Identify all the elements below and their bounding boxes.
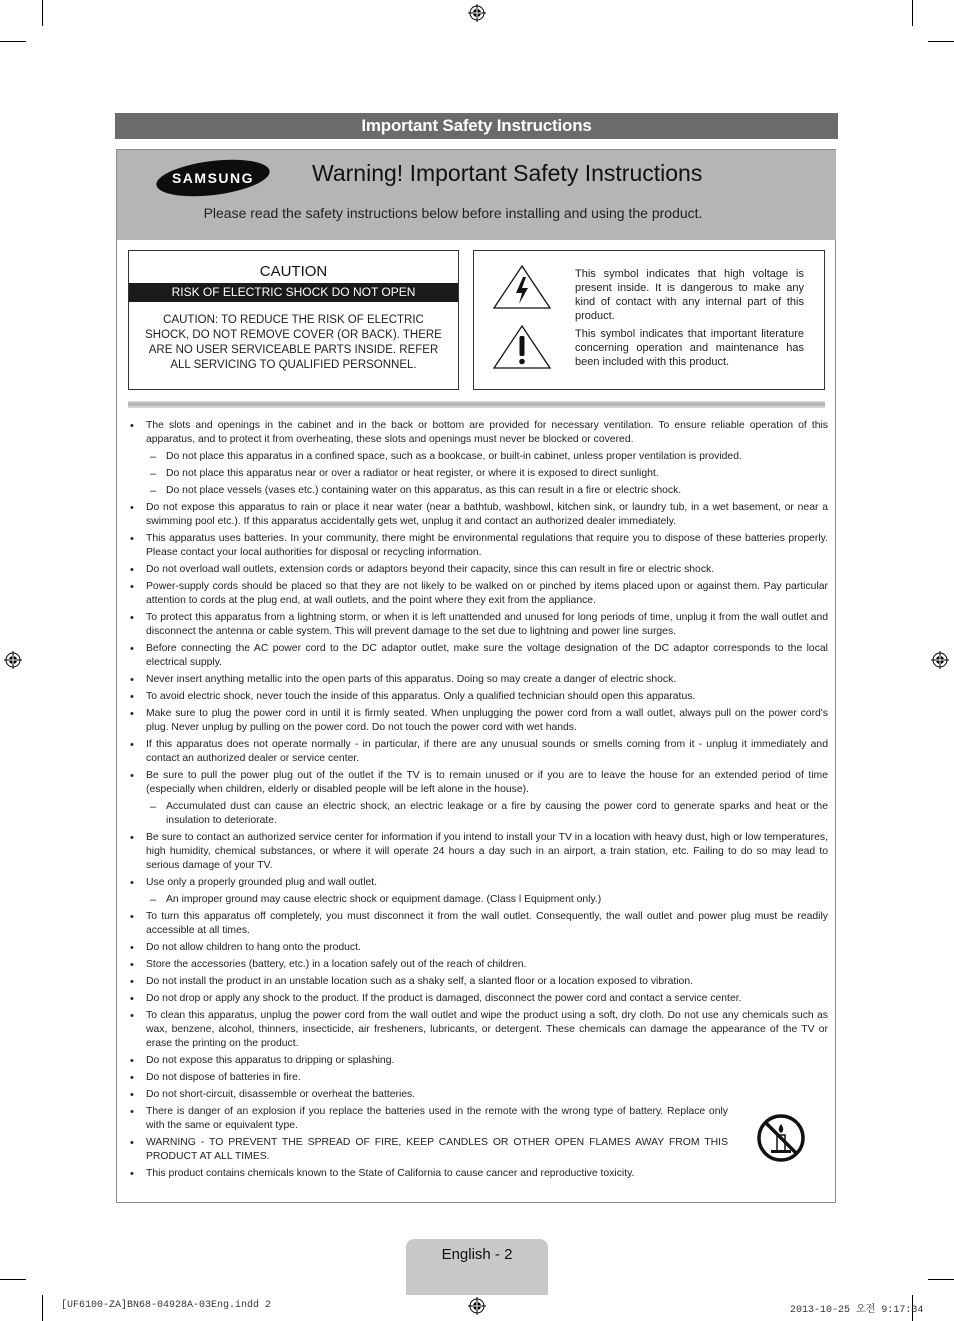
instruction-subitem: – Do not place vessels (vases etc.) containing water on this apparatus, as this can result in a fire or electric shock. [128,484,828,498]
caution-title: CAUTION [259,263,328,280]
instruction-item: • Do not expose this apparatus to dripping or splashing. [128,1054,828,1068]
caution-band: RISK OF ELECTRIC SHOCK DO NOT OPEN [129,283,458,302]
page-number: English - 2 [441,1246,513,1263]
instruction-item: • Do not drop or apply any shock to the product. If the product is damaged, disconnect the power cord and contact a service center. [128,992,828,1006]
instruction-item: • Before connecting the AC power cord to the DC adaptor outlet, make sure the voltage designation of the DC adaptor corresponds to the local electrical supply. [128,642,828,670]
instruction-item: • To protect this apparatus from a lightning storm, or when it is left unattended and unused for long periods of time, unplug it from the wall outlet and disconnect the antenna or cable system. This will prevent damage to the set due to lightning and power line surges. [128,611,828,639]
instruction-item: • Be sure to pull the power plug out of the outlet if the TV is to remain unused or if you are to leave the house for an extended period of time (especially when children, elderly or disabled people will be left alone in the house). [128,769,828,797]
crop-mark [928,41,954,42]
instruction-item: • To clean this apparatus, unplug the power cord from the wall outlet and wipe the product using a soft, dry cloth. Do not use any chemicals such as wax, benzene, alcohol, thinners, insecticide, air fresheners, lubricants, or detergent. These chemicals can damage the appearance of the TV or erase the printing on the product. [128,1009,828,1051]
instruction-item: • WARNING - TO PREVENT THE SPREAD OF FIRE, KEEP CANDLES OR OTHER OPEN FLAMES AWAY FROM THIS PRODUCT AT ALL TIMES. [128,1136,828,1164]
instruction-item: • To avoid electric shock, never touch the inside of this apparatus. Only a qualified technician should open this apparatus. [128,690,828,704]
voltage-symbol-text: This symbol indicates that high voltage is present inside. It is dangerous to make any kind of contact with any internal part of this product. [575,268,804,322]
registration-mark-icon [468,1297,486,1315]
instruction-item: • Use only a properly grounded plug and wall outlet. [128,876,828,890]
warning-title: Warning! Important Safety Instructions [312,160,703,186]
samsung-logo [155,158,271,198]
section-header: Important Safety Instructions [115,113,838,139]
instruction-item: • Make sure to plug the power cord in until it is firmly seated. When unplugging the power cord from a wall outlet, always pull on the power cord's plug. Never unplug by pulling on the power cord. Do not touch the power cord with wet hands. [128,707,828,735]
warning-subtitle: Please read the safety instructions below before installing and using the product. [203,205,703,221]
crop-mark [42,0,43,26]
no-open-flame-icon [756,1113,806,1163]
crop-mark [912,0,913,26]
divider [128,401,825,408]
svg-text:SAMSUNG: SAMSUNG [171,170,255,186]
crop-mark [928,1279,954,1280]
crop-mark [0,1279,26,1280]
instruction-subitem: – Do not place this apparatus in a confined space, such as a bookcase, or built-in cabinet, unless proper ventilation is provided. [128,450,828,464]
instruction-item: • Never insert anything metallic into the open parts of this apparatus. Doing so may create a danger of electric shock. [128,673,828,687]
exclamation-triangle-icon [492,324,552,370]
instruction-subitem: – An improper ground may cause electric shock or equipment damage. (Class l Equipment only.) [128,893,828,907]
instruction-item: • Do not expose this apparatus to rain or place it near water (near a bathtub, washbowl, kitchen sink, or laundry tub, in a wet basement, or near a swimming pool etc.). If this apparatus accidentally gets wet, unplug it and contact an authorized dealer immediately. [128,501,828,529]
instruction-item: • The slots and openings in the cabinet and in the back or bottom are provided for necessary ventilation. To ensure reliable operation of this apparatus, and to protect it from overheating, these slots and openings must never be blocked or covered. [128,419,828,447]
instruction-item: • Do not dispose of batteries in fire. [128,1071,828,1085]
instruction-subitem: – Accumulated dust can cause an electric shock, an electric leakage or a fire by causing the power cord to generate sparks and heat or the insulation to deteriorate. [128,800,828,828]
instruction-item: • Do not overload wall outlets, extension cords or adaptors beyond their capacity, since this can result in fire or electric shock. [128,563,828,577]
instruction-item: • Power-supply cords should be placed so that they are not likely to be walked on or pinched by items placed upon or against them. Pay particular attention to cords at the plug end, at wall outlets, and the point where they exit from the appliance. [128,580,828,608]
instruction-item: • Be sure to contact an authorized service center for information if you intend to install your TV in a location with heavy dust, high or low temperatures, high humidity, chemical substances, or where it will operate 24 hours a day such in an airport, a train station, etc. Failing to do so may lead to serious damage of your TV. [128,831,828,873]
lightning-triangle-icon [492,264,552,310]
instruction-item: • There is danger of an explosion if you replace the batteries used in the remote with the wrong type of battery. Replace only with the same or equivalent type. [128,1105,828,1133]
print-timestamp: 2013-10-25 오전 9:17:34 [790,1305,924,1316]
instruction-item: • This product contains chemicals known to the State of California to cause cancer and reproductive toxicity. [128,1167,828,1181]
instruction-item: • Do not short-circuit, disassemble or overheat the batteries. [128,1088,828,1102]
safety-instruction-list [128,419,828,1184]
registration-mark-icon [4,651,22,669]
registration-mark-icon [468,4,486,22]
caution-body: CAUTION: TO REDUCE THE RISK OF ELECTRIC SHOCK, DO NOT REMOVE COVER (OR BACK). THERE ARE NO USER SERVICEABLE PARTS INSIDE. REFER ALL SERVICING TO QUALIFIED PERSONNEL. [145,314,442,371]
instruction-item: • Do not install the product in an unstable location such as a shaky self, a slanted floor or a location exposed to vibration. [128,975,828,989]
crop-mark [42,1295,43,1321]
literature-symbol-text: This symbol indicates that important literature concerning operation and maintenance has been included with this product. [575,328,804,368]
instruction-item: • To turn this apparatus off completely, you must disconnect it from the wall outlet. Consequently, the wall outlet and power plug must be readily accessible at all times. [128,910,828,938]
instruction-item: • This apparatus uses batteries. In your community, there might be environmental regulations that require you to dispose of these batteries properly. Please contact your local authorities for disposal or recycling information. [128,532,828,560]
crop-mark [0,41,26,42]
registration-mark-icon [931,651,949,669]
instruction-item: • Do not allow children to hang onto the product. [128,941,828,955]
file-slug: [UF6100-ZA]BN68-04928A-03Eng.indd 2 [61,1300,272,1311]
instruction-item: • If this apparatus does not operate normally - in particular, if there are any unusual sounds or smells coming from it - unplug it immediately and contact an authorized dealer or service center. [128,738,828,766]
instruction-item: • Store the accessories (battery, etc.) in a location safely out of the reach of children. [128,958,828,972]
instruction-subitem: – Do not place this apparatus near or over a radiator or heat register, or where it is exposed to direct sunlight. [128,467,828,481]
